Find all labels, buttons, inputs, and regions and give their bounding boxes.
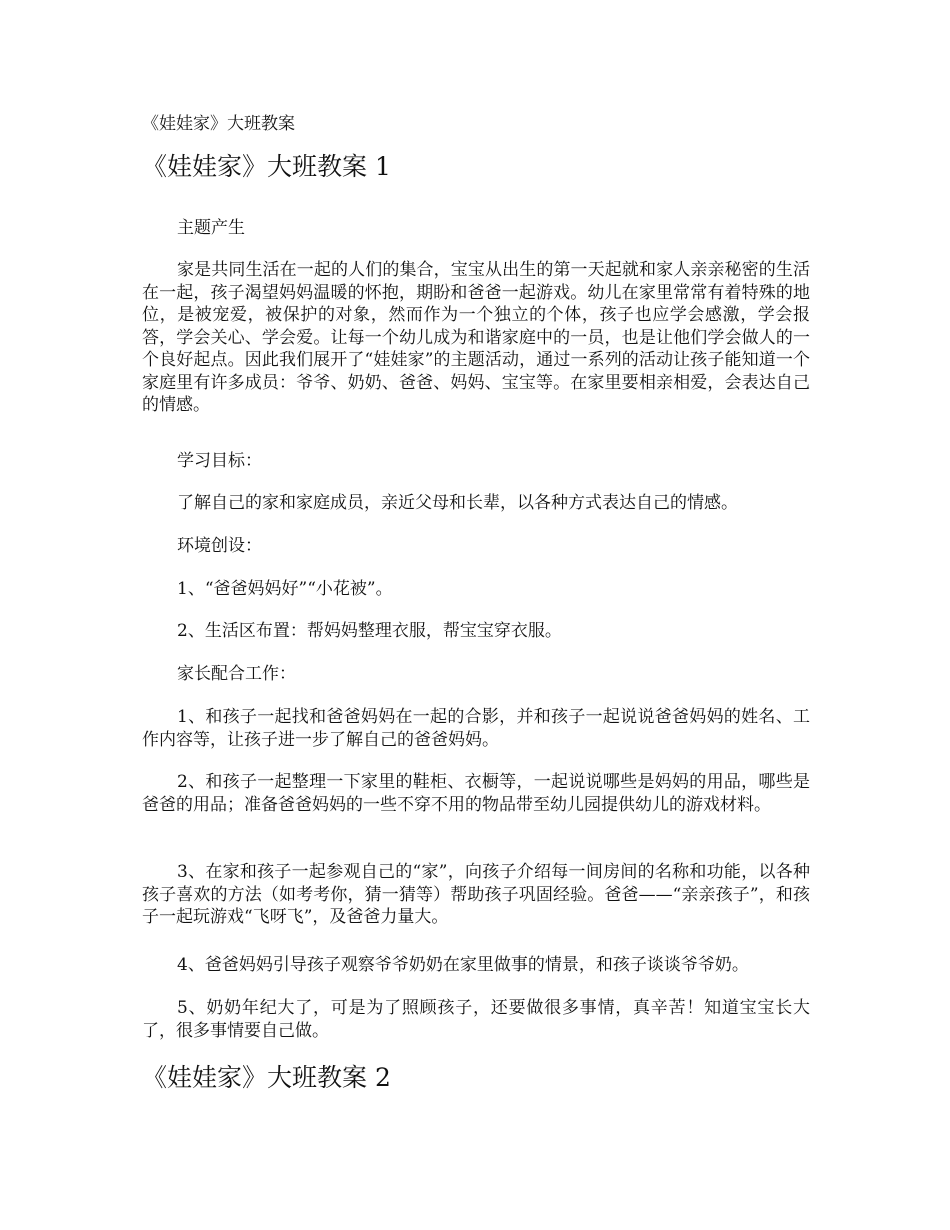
- paragraph: 了解自己的家和家庭成员，亲近父母和长辈，以各种方式表达自己的情感。: [177, 493, 738, 513]
- paragraph: 主题产生: [177, 218, 245, 238]
- paragraph: 2、和孩子一起整理一下家里的鞋柜、衣橱等，一起说说哪些是妈妈的用品，哪些是爸爸的用品；准备爸爸妈妈的一些不穿不用的物品带至幼儿园提供幼儿的游戏材料。: [142, 772, 810, 815]
- paragraph: 1、“爸爸妈妈好”“小花被”。: [177, 579, 393, 599]
- paragraph: 1、和孩子一起找和爸爸妈妈在一起的合影，并和孩子一起说说爸爸妈妈的姓名、工作内容等，让孩子进一步了解自己的爸爸妈妈。: [142, 707, 810, 750]
- section-heading: 《娃娃家》大班教案 1: [142, 152, 391, 181]
- paragraph: 学习目标：: [177, 451, 262, 471]
- paragraph: 环境创设：: [177, 536, 262, 556]
- paragraph: 5、奶奶年纪大了，可是为了照顾孩子，还要做很多事情，真辛苦！知道宝宝长大了，很多事情要自己做。: [142, 998, 810, 1041]
- paragraph: 2、生活区布置：帮妈妈整理衣服，帮宝宝穿衣服。: [177, 621, 562, 641]
- paragraph: 3、在家和孩子一起参观自己的“家”，向孩子介绍每一间房间的名称和功能，以各种孩子喜欢的方法（如考考你，猜一猜等）帮助孩子巩固经验。爸爸——“亲亲孩子”，和孩子一起玩游戏“飞呀飞”，及爸爸力量大。: [142, 862, 810, 927]
- paragraph: 4、爸爸妈妈引导孩子观察爷爷奶奶在家里做事的情景，和孩子谈谈爷爷奶。: [177, 955, 749, 975]
- paragraph: 家是共同生活在一起的人们的集合，宝宝从出生的第一天起就和家人亲亲秘密的生活在一起，孩子渴望妈妈温暖的怀抱，期盼和爸爸一起游戏。幼儿在家里常常有着特殊的地位，是被宠爱，被保护的对象，然而作为一个独立的个体，孩子也应学会感激，学会报答，学会关心、学会爱。让每一个幼儿成为和谐家庭中的一员，也是让他们学会做人的一个良好起点。因此我们展开了“娃娃家”的主题活动，通过一系列的活动让孩子能知道一个家庭里有许多成员：爷爷、奶奶、爸爸、妈妈、宝宝等。在家里要相亲相爱，会表达自己的情感。: [142, 260, 810, 415]
- section-heading: 《娃娃家》大班教案 2: [142, 1063, 391, 1092]
- document-title: 《娃娃家》大班教案: [142, 114, 295, 134]
- paragraph: 家长配合工作：: [177, 664, 296, 684]
